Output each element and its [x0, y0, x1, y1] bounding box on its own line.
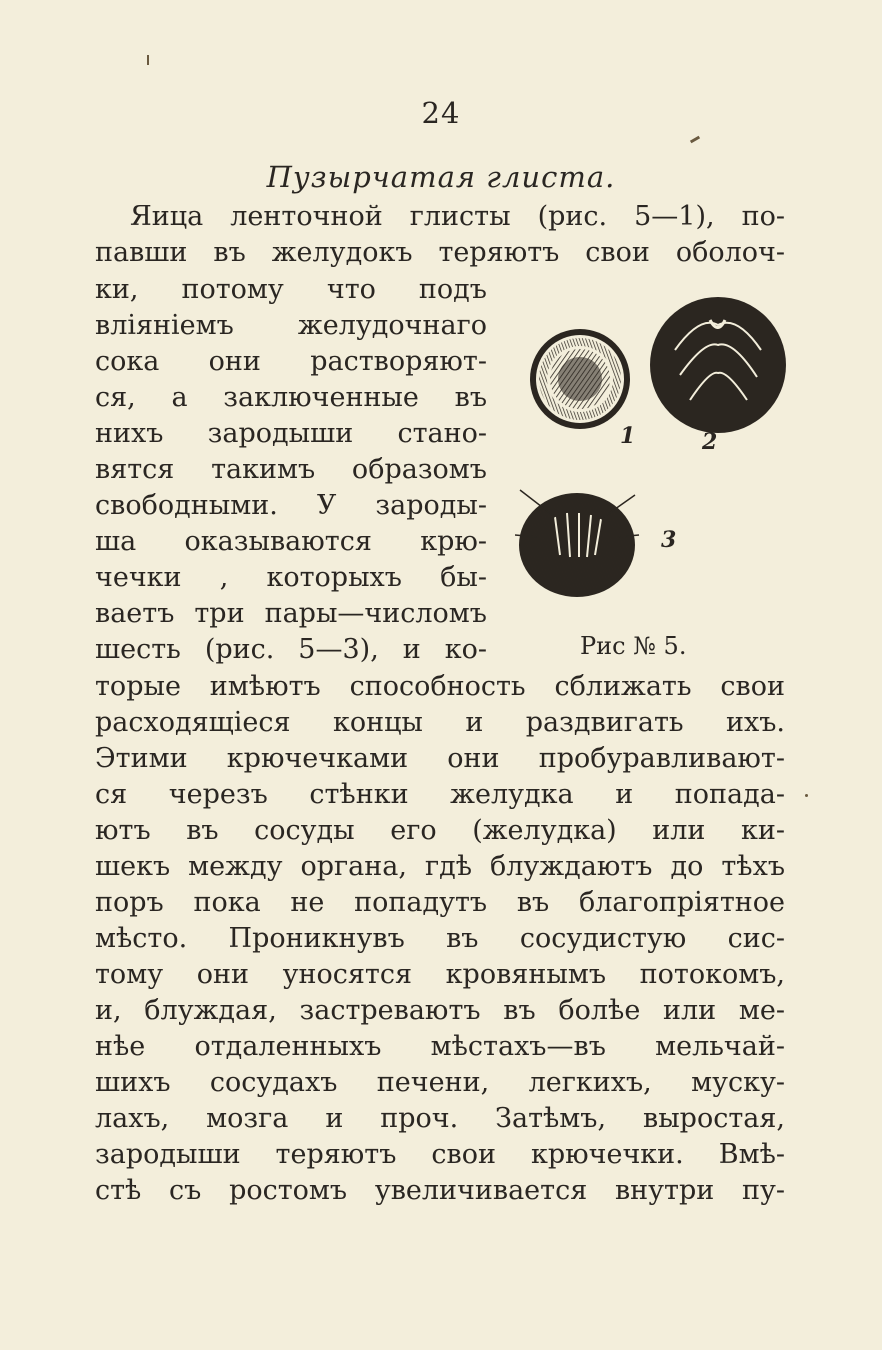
text-line: стѣ съ ростомъ увеличивается внутри пу-: [95, 1175, 785, 1206]
text-line: ютъ въ сосуды его (желудка) или ки-: [95, 815, 785, 846]
text-line: тому они уносятся кровянымъ потокомъ,: [95, 959, 785, 990]
egg-1-drawing: [530, 329, 630, 429]
figure-label-2: 2: [702, 429, 718, 455]
text-line: ваетъ три пары—числомъ: [95, 598, 487, 629]
text-line: нихъ зародыши стано-: [95, 418, 487, 449]
figure-label-3: 3: [661, 527, 677, 553]
text-line: шекъ между органа, гдѣ блуждаютъ до тѣхъ: [95, 851, 785, 882]
text-line: вліяніемъ желудочнаго: [95, 310, 487, 341]
ink-mark: [805, 794, 808, 797]
page-number: 24: [421, 96, 461, 130]
text-line: Яица ленточной глисты (рис. 5—1), по-: [130, 201, 785, 232]
text-line: ки, потому что подъ: [95, 274, 487, 305]
text-line: торые имѣютъ способность сближать свои: [95, 671, 785, 702]
text-line: павши въ желудокъ теряютъ свои оболоч-: [95, 237, 785, 268]
ink-mark: [147, 55, 149, 65]
text-line: ша оказываются крю-: [95, 526, 487, 557]
text-line: чечки , которыхъ бы-: [95, 562, 487, 593]
text-line: ся, а заключенные въ: [95, 382, 487, 413]
text-line: расходящіеся концы и раздвигать ихъ.: [95, 707, 785, 738]
text-line: свободными. У зароды-: [95, 490, 487, 521]
text-line: Этими крючечками они пробуравливают-: [95, 743, 785, 774]
egg-drawings-svg: [515, 295, 795, 625]
text-line: вятся такимъ образомъ: [95, 454, 487, 485]
section-title: Пузырчатая глиста.: [266, 160, 616, 194]
text-line: поръ пока не попадутъ въ благопріятное: [95, 887, 785, 918]
ink-mark: [690, 136, 700, 144]
text-line: мѣсто. Проникнувъ въ сосудистую сис-: [95, 923, 785, 954]
figure-label-1: 1: [620, 423, 636, 449]
text-line: зародыши теряютъ свои крючечки. Вмѣ-: [95, 1139, 785, 1170]
text-line: лахъ, мозга и проч. Затѣмъ, выростая,: [95, 1103, 785, 1134]
egg-2-drawing: [650, 297, 786, 433]
text-line: ся черезъ стѣнки желудка и попада-: [95, 779, 785, 810]
figure-caption: Рис № 5.: [580, 632, 687, 660]
text-line: и, блуждая, застреваютъ въ болѣе или ме-: [95, 995, 785, 1026]
egg-3-drawing: [515, 490, 639, 597]
text-line: шесть (рис. 5—3), и ко-: [95, 634, 487, 665]
text-line: сока они растворяют-: [95, 346, 487, 377]
text-line: нѣе отдаленныхъ мѣстахъ—въ мельчай-: [95, 1031, 785, 1062]
egg-illustration: [515, 295, 795, 675]
text-line: шихъ сосудахъ печени, легкихъ, муску-: [95, 1067, 785, 1098]
